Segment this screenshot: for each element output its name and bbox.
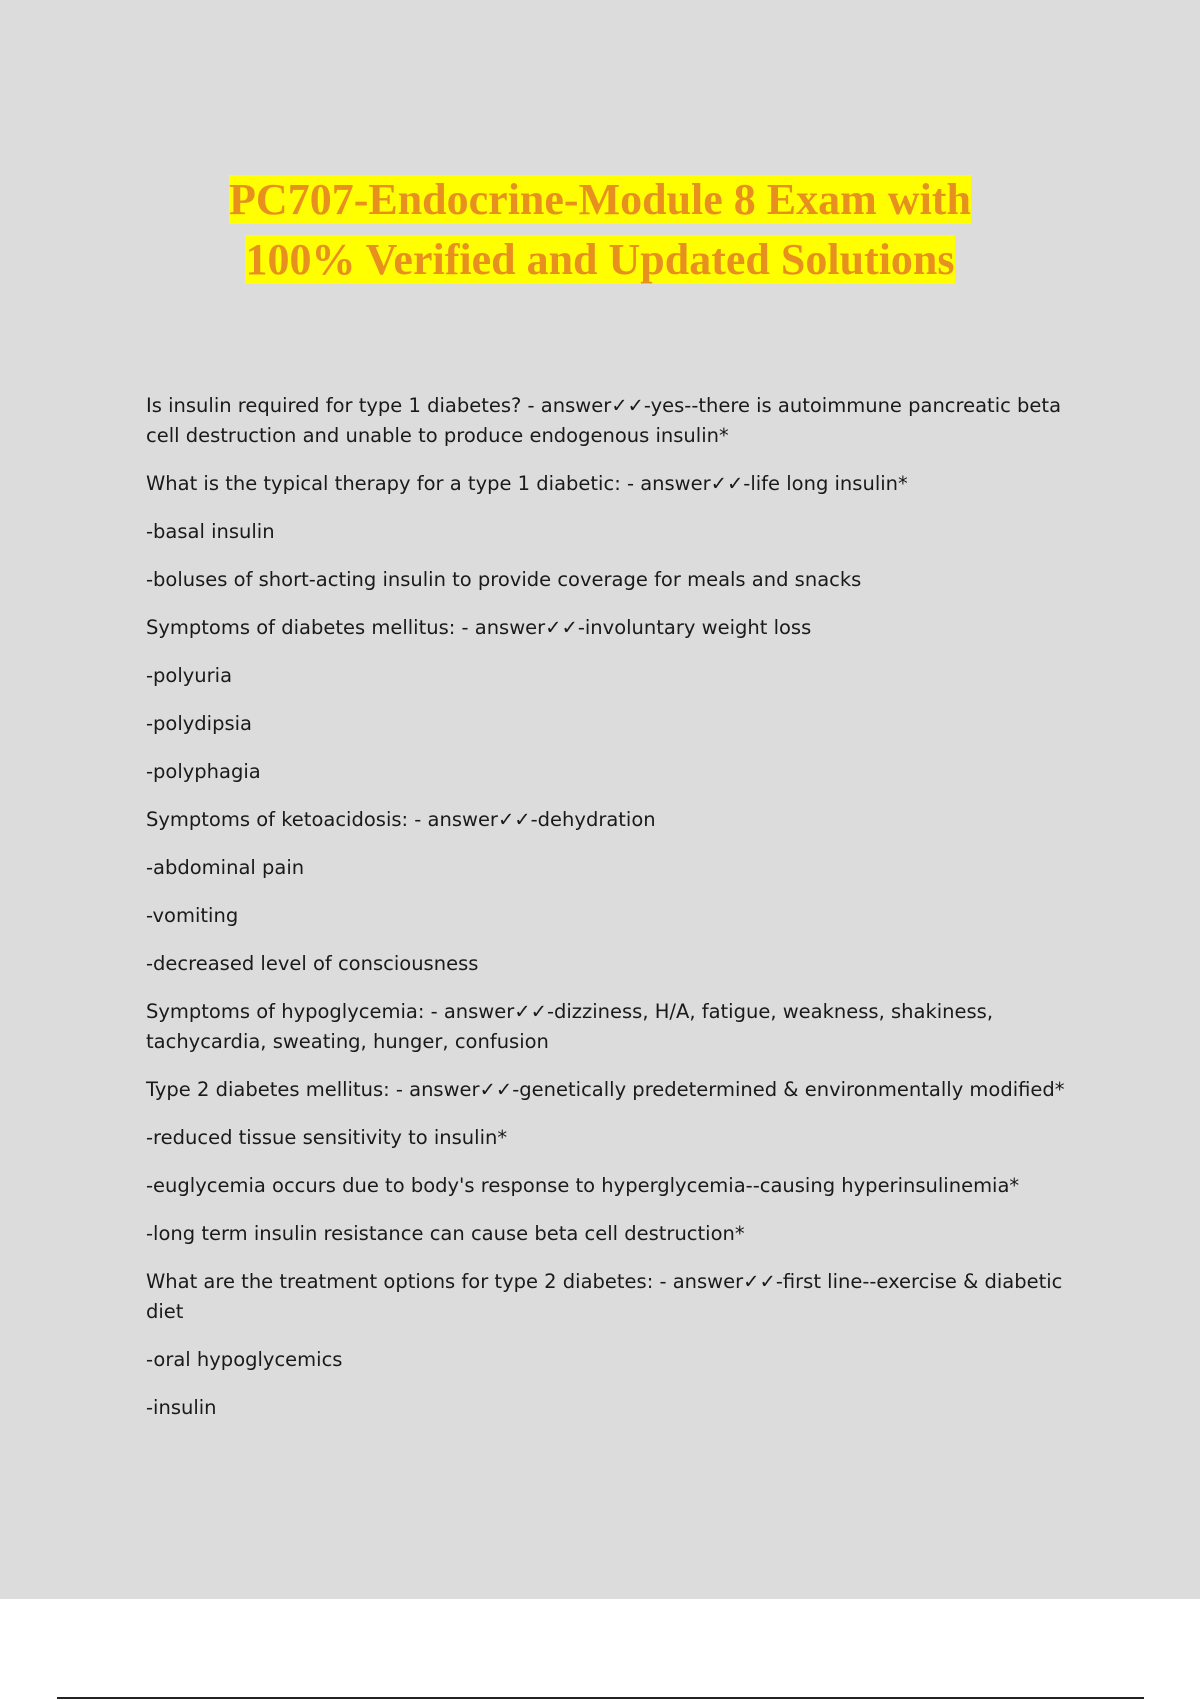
answer-detail: -decreased level of consciousness <box>146 952 479 975</box>
answer-detail: -euglycemia occurs due to body's response to hyperglycemia--causing hyperinsulinemia* <box>146 1174 1020 1197</box>
answer-detail: -oral hypoglycemics <box>146 1348 343 1371</box>
qa-list <box>146 391 1086 1423</box>
question-answer: Symptoms of hypoglycemia: - answer✓✓-dizziness, H/A, fatigue, weakness, shakiness, tachycardia, sweating, hunger, confusion <box>146 1000 994 1053</box>
answer-detail: -boluses of short-acting insulin to provide coverage for meals and snacks <box>146 568 862 591</box>
answer-detail: -polydipsia <box>146 712 253 735</box>
document-title <box>0 170 1200 290</box>
question-answer: What are the treatment options for type 2 diabetes: - answer✓✓-first line--exercise & diabetic diet <box>146 1270 1063 1323</box>
question-answer: Symptoms of diabetes mellitus: - answer✓✓-involuntary weight loss <box>146 616 812 639</box>
title-line-2: 100% Verified and Updated Solutions <box>245 235 955 284</box>
answer-detail: -basal insulin <box>146 520 275 543</box>
answer-detail: -reduced tissue sensitivity to insulin* <box>146 1126 508 1149</box>
question-answer: Is insulin required for type 1 diabetes? - answer✓✓-yes--there is autoimmune pancreatic beta cell destruction and unable to produce endogenous insulin* <box>146 394 1062 447</box>
title-line-1: PC707-Endocrine-Module 8 Exam with <box>229 175 971 224</box>
answer-detail: -long term insulin resistance can cause beta cell destruction* <box>146 1222 745 1245</box>
answer-detail: -vomiting <box>146 904 239 927</box>
answer-detail: -abdominal pain <box>146 856 305 879</box>
answer-detail: -polyphagia <box>146 760 261 783</box>
question-answer: Symptoms of ketoacidosis: - answer✓✓-dehydration <box>146 808 656 831</box>
question-answer: What is the typical therapy for a type 1 diabetic: - answer✓✓-life long insulin* <box>146 472 908 495</box>
question-answer: Type 2 diabetes mellitus: - answer✓✓-genetically predetermined & environmentally modified* <box>146 1078 1065 1101</box>
answer-detail: -insulin <box>146 1396 217 1419</box>
answer-detail: -polyuria <box>146 664 233 687</box>
footer-rule <box>57 1697 1144 1699</box>
